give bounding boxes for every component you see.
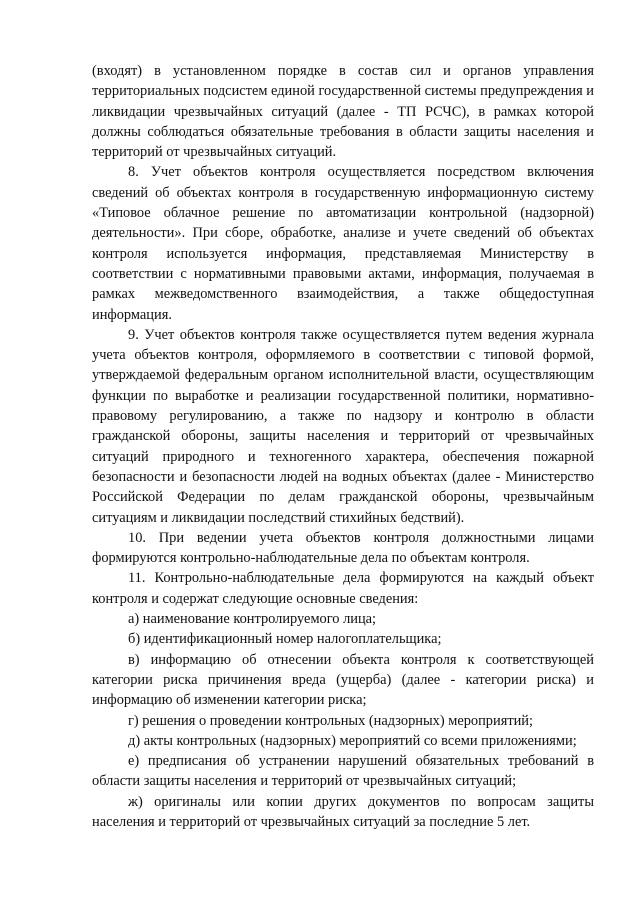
subitem-e: е) предписания об устранении нарушений обязательных требований в области защиты населения и территорий от чрезвычайных ситуаций;: [92, 753, 594, 790]
subitem-a: а) наименование контролируемого лица;: [128, 611, 377, 628]
subitem-v: в) информацию об отнесении объекта контроля к соответствующей категории риска причинения вреда (ущерба) (далее - категории риска) и информацию об изменении категории риска;: [92, 651, 594, 709]
subitem-g: г) решения о проведении контрольных (надзорных) мероприятий;: [128, 712, 534, 729]
paragraph-item-8: 8. Учет объектов контроля осуществляется посредством включения сведений об объектах контроля в государственную информационную систему «Типовое облачное решение по автоматизации контрольной (надзорной) деятельности». При сборе, обработке, анализе и учете сведений об объектах контроля используется информация, представляемая Министерству в соответствии с нормативными правовыми актами, информация, получаемая в рамках межведомственного взаимодействия, а также общедоступная информация.: [92, 164, 594, 323]
paragraph-item-10: 10. При ведении учета объектов контроля должностными лицами формируются контрольно-наблюдательные дела по объектам контроля.: [92, 529, 594, 567]
subitem-d: д) акты контрольных (надзорных) мероприятий со всеми приложениями;: [128, 732, 577, 749]
paragraph-continuation: (входят) в установленном порядке в состав сил и органов управления территориальных подсистем единой государственной системы предупреждения и ликвидации чрезвычайных ситуаций (далее - ТП РСЧС), в рамках которой должны соблюдаться обязательные требования в области защиты населения и территорий от чрезвычайных ситуаций.: [92, 63, 595, 161]
subitem-b: б) идентификационный номер налогоплательщика;: [128, 631, 442, 648]
paragraph-item-11: 11. Контрольно-наблюдательные дела формируются на каждый объект контроля и содержат следующие основные сведения:: [92, 570, 594, 607]
document-page: [92, 61, 594, 832]
paragraph-item-9: 9. Учет объектов контроля также осуществляется путем ведения журнала учета объектов контроля, оформляемого в соответствии с типовой формой, утверждаемой федеральным органом исполнительной власти, осуществляющим функции по выработке и реализации государственной политики, нормативно-правовому регулированию, а также по надзору и контролю в области гражданской обороны, защиты населения и территорий от чрезвычайных ситуаций природного и техногенного характера, обеспечения пожарной безопасности и безопасности людей на водных объектах (далее - Министерство Российской Федерации по делам гражданской обороны, чрезвычайным ситуациям и ликвидации последствий стихийных бедствий).: [92, 326, 594, 526]
subitem-zh: ж) оригиналы или копии других документов по вопросам защиты населения и территорий от чрезвычайных ситуаций за последние 5 лет.: [92, 793, 594, 830]
